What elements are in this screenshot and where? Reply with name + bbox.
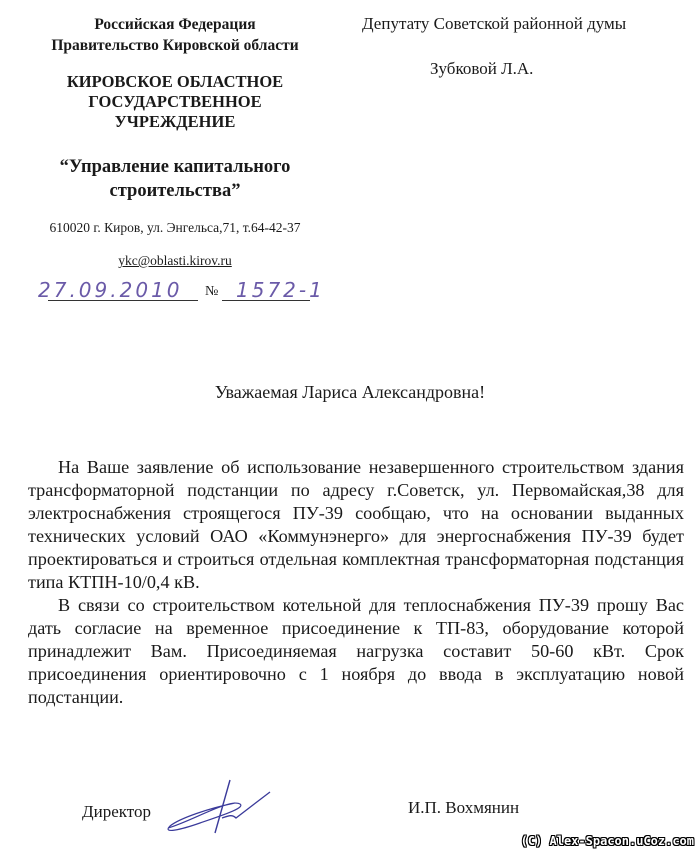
signatory-title: Директор [82,802,151,821]
email-link[interactable]: ykc@oblasti.kirov.ru [118,253,232,268]
salutation: Уважаемая Лариса Александровна! [214,382,486,402]
letterhead-government [0,14,350,56]
recipient-name: Зубковой Л.А. [430,59,534,78]
dept-line-1: “Управление капитального [59,157,291,177]
dept-line-2: строительства” [109,181,241,201]
letterhead-government-name: Правительство Кировской области [51,37,299,54]
letter-number: 1572-1 [236,278,325,302]
letterhead-organization [0,72,350,132]
org-line-2: ГОСУДАРСТВЕННОЕ [88,92,262,111]
letterhead-department [0,155,350,203]
org-line-1: КИРОВСКОЕ ОБЛАСТНОЕ [66,72,284,91]
letterhead-address: 610020 г. Киров, ул. Энгельса,71, т.64-42-37 [49,220,301,235]
org-line-3: УЧРЕЖДЕНИЕ [114,112,236,131]
letterhead-email[interactable] [0,253,350,269]
watermark: (C) Alex-Spacon.uCoz.com [520,834,694,848]
letter-date: 27.09.2010 [38,278,183,302]
signature-icon [160,778,280,838]
letter-body [28,456,684,709]
body-paragraph-1: На Ваше заявление об использование незавершенного строительством здания трансформаторной подстанции по адресу г.Советск, ул. Первомайская,38 для электроснабжения строящегося ПУ-39 сообщаю, что на основании выданных технических условий ОАО «Коммунэнерго» для энергоснабжения ПУ-39 будет проектироваться и строиться отдельная комплектная трансформаторная подстанция типа КТПН-10/0,4 кВ. [28,457,684,592]
signatory-name: И.П. Вохмянин [408,798,520,817]
recipient-title: Депутату Советской районной думы [362,14,627,33]
body-paragraph-2: В связи со строительством котельной для теплоснабжения ПУ-39 прошу Вас дать согласие на временное присоединение к ТП-83, оборудование которой принадлежит Вам. Присоединяемая нагрузка составит 50-60 кВт. Срок присоединения ориентировочно с 1 ноября до ввода в эксплуатацию новой подстанции. [28,595,684,707]
number-label: № [205,284,219,299]
letterhead-country: Российская Федерация [94,16,256,33]
